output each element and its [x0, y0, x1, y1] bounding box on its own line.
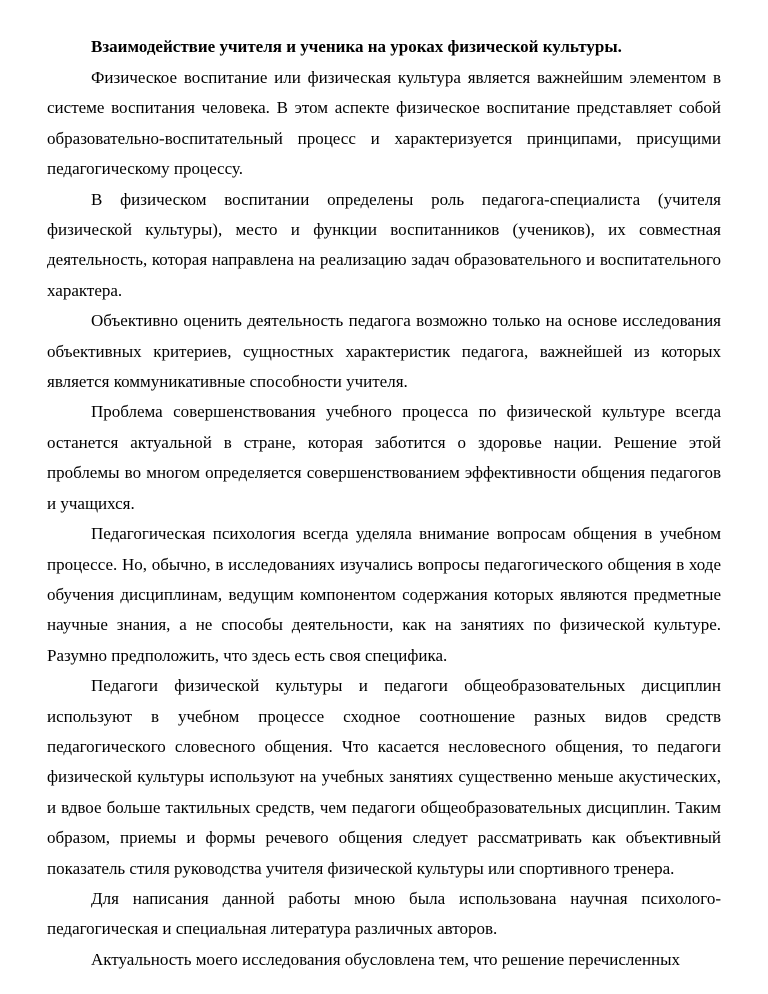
document-title: Взаимодействие учителя и ученика на уроках физической культуры.	[91, 37, 622, 56]
paragraph-8: Актуальность моего исследования обусловлена тем, что решение перечисленных	[91, 949, 681, 969]
paragraph-6: Педагоги физической культуры и педагоги общеобразовательных дисциплин используют в учебном процессе сходное соотношение разных видов средств педагогического словесного общения. Что касается несловесного общения, то педагоги физической культуры используют на учебных занятиях существенно меньше акустических, и вдвое больше тактильных средств, чем педагоги общеобразовательных дисциплин. Таким образом, приемы и формы речевого общения следует рассматривать как объективный показатель стиля руководства учителя физической культуры или спортивного тренера.	[47, 676, 721, 878]
paragraph-3: Объективно оценить деятельность педагога возможно только на основе исследования объективных критериев, сущностных характеристик педагога, важнейшей из которых является коммуникативные способности учителя.	[47, 311, 721, 392]
paragraph-2: В физическом воспитании определены роль педагога-специалиста (учителя физической культуры), место и функции воспитанников (учеников), их совместная деятельность, которая направлена на реализацию задач образовательного и воспитательного характера.	[47, 189, 721, 300]
paragraph-4: Проблема совершенствования учебного процесса по физической культуре всегда останется актуальной в стране, которая заботится о здоровье нации. Решение этой проблемы во многом определяется совершенствованием эффективности общения педагогов и учащихся.	[47, 402, 721, 513]
paragraph-5: Педагогическая психология всегда уделяла внимание вопросам общения в учебном процессе. Но, обычно, в исследованиях изучались вопросы педагогического общения в ходе обучения дисциплинам, ведущим компонентом содержания которых являются предметные научные знания, а не способы деятельности, как на занятиях по физической культуре. Разумно предположить, что здесь есть своя специфика.	[47, 524, 721, 665]
paragraph-7: Для написания данной работы мною была использована научная психолого-педагогическая и специальная литература различных авторов.	[47, 888, 721, 939]
paragraph-1: Физическое воспитание или физическая культура является важнейшим элементом в системе воспитания человека. В этом аспекте физическое воспитание представляет собой образовательно-воспитательный процесс и характеризуется принципами, присущими педагогическому процессу.	[47, 68, 721, 179]
